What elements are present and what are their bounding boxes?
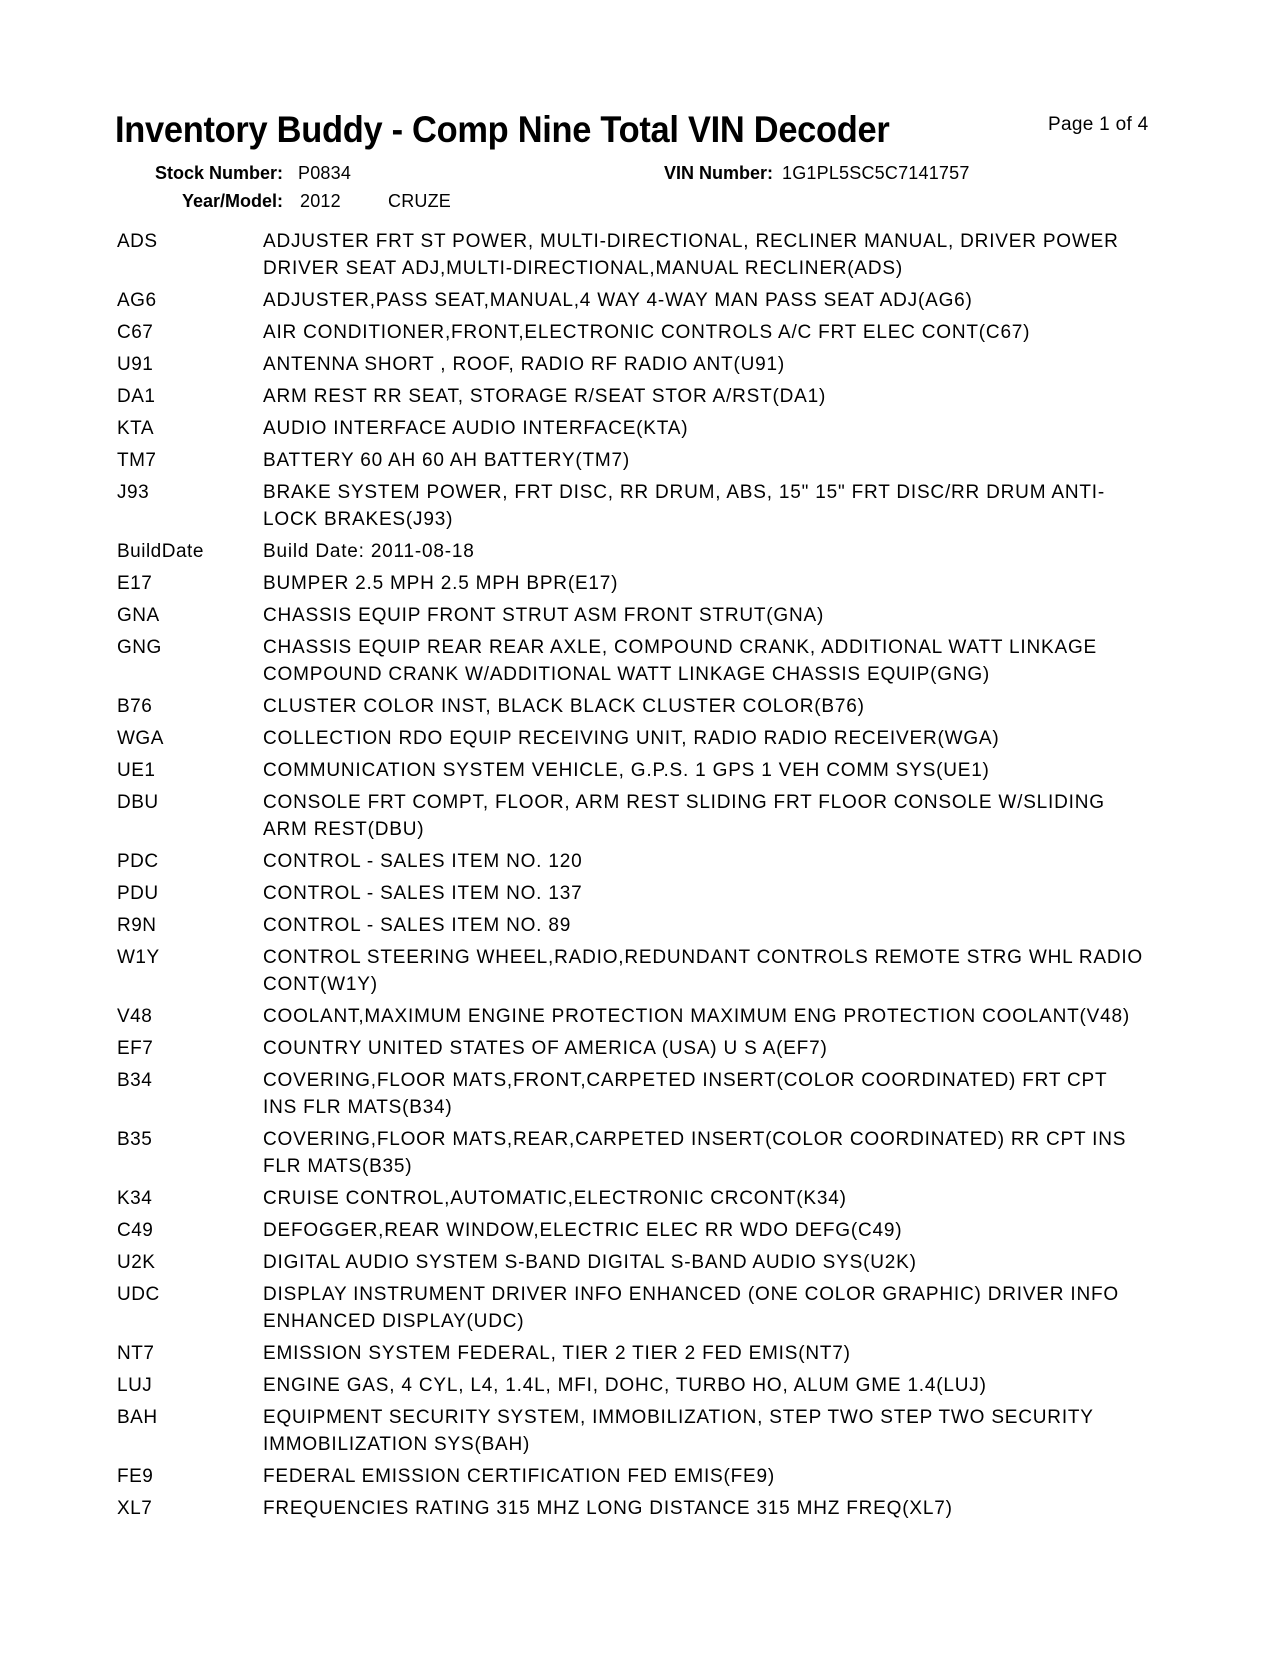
option-description: COLLECTION RDO EQUIP RECEIVING UNIT, RADIO RADIO RECEIVER(WGA): [263, 728, 1000, 749]
option-row: [117, 634, 1147, 688]
option-code: J93: [117, 482, 150, 503]
option-description: ENGINE GAS, 4 CYL, L4, 1.4L, MFI, DOHC, TURBO HO, ALUM GME 1.4(LUJ): [263, 1375, 987, 1396]
page-title: Inventory Buddy - Comp Nine Total VIN Decoder: [115, 109, 890, 150]
option-description: COOLANT,MAXIMUM ENGINE PROTECTION MAXIMUM ENG PROTECTION COOLANT(V48): [263, 1006, 1130, 1027]
option-row: [117, 570, 1147, 597]
option-row: [117, 789, 1147, 843]
option-row: [117, 757, 1147, 784]
option-description: EMISSION SYSTEM FEDERAL, TIER 2 TIER 2 FED EMIS(NT7): [263, 1343, 851, 1364]
option-code: ADS: [117, 231, 158, 252]
option-description: BUMPER 2.5 MPH 2.5 MPH BPR(E17): [263, 573, 619, 594]
option-description: CLUSTER COLOR INST, BLACK BLACK CLUSTER COLOR(B76): [263, 696, 865, 717]
option-description: DIGITAL AUDIO SYSTEM S-BAND DIGITAL S-BAND AUDIO SYS(U2K): [263, 1252, 917, 1273]
option-row: [117, 1067, 1147, 1121]
option-code: UDC: [117, 1284, 160, 1305]
option-row: [117, 228, 1147, 282]
option-description: COVERING,FLOOR MATS,REAR,CARPETED INSERT(COLOR COORDINATED) RR CPT INS FLR MATS(B35): [263, 1129, 1127, 1177]
option-description: BATTERY 60 AH 60 AH BATTERY(TM7): [263, 450, 631, 471]
option-code: B76: [117, 696, 153, 717]
stock-number-label: Stock Number:: [154, 163, 283, 183]
year-model-label: Year/Model:: [181, 191, 283, 211]
option-code: PDU: [117, 883, 159, 904]
option-code: BuildDate: [117, 541, 204, 562]
option-code: B35: [117, 1129, 153, 1150]
option-code: XL7: [117, 1498, 153, 1519]
option-description: COMMUNICATION SYSTEM VEHICLE, G.P.S. 1 GPS 1 VEH COMM SYS(UE1): [263, 760, 990, 781]
option-description: AUDIO INTERFACE AUDIO INTERFACE(KTA): [263, 418, 689, 439]
option-row: [117, 1281, 1147, 1335]
option-description: CONTROL - SALES ITEM NO. 120: [263, 851, 583, 872]
option-row: [117, 538, 1147, 565]
option-description: ARM REST RR SEAT, STORAGE R/SEAT STOR A/RST(DA1): [263, 386, 827, 407]
option-code: K34: [117, 1188, 153, 1209]
option-row: [117, 415, 1147, 442]
option-row: [117, 287, 1147, 314]
option-code: NT7: [117, 1343, 155, 1364]
option-row: [117, 1340, 1147, 1367]
option-description: ANTENNA SHORT , ROOF, RADIO RF RADIO ANT(U91): [263, 354, 785, 375]
option-row: [117, 479, 1147, 533]
option-row: [117, 602, 1147, 629]
option-code: GNG: [117, 637, 162, 658]
option-row: [117, 383, 1147, 410]
option-code: GNA: [117, 605, 160, 626]
options-list: [117, 228, 1147, 1527]
option-code: DA1: [117, 386, 156, 407]
vin-number-label: VIN Number:: [663, 163, 773, 183]
option-description: CONSOLE FRT COMPT, FLOOR, ARM REST SLIDING FRT FLOOR CONSOLE W/SLIDING ARM REST(DBU): [263, 792, 1105, 840]
option-code: B34: [117, 1070, 153, 1091]
option-description: DISPLAY INSTRUMENT DRIVER INFO ENHANCED (ONE COLOR GRAPHIC) DRIVER INFO ENHANCED DISPLAY(UDC): [263, 1284, 1119, 1332]
option-code: LUJ: [117, 1375, 153, 1396]
option-row: [117, 447, 1147, 474]
option-code: TM7: [117, 450, 157, 471]
option-row: [117, 848, 1147, 875]
year-value: 2012: [300, 191, 341, 211]
option-code: W1Y: [117, 947, 160, 968]
option-description: Build Date: 2011-08-18: [263, 541, 475, 562]
option-row: [117, 1185, 1147, 1212]
option-row: [117, 912, 1147, 939]
option-row: [117, 1463, 1147, 1490]
option-description: CHASSIS EQUIP FRONT STRUT ASM FRONT STRUT(GNA): [263, 605, 825, 626]
option-code: U2K: [117, 1252, 156, 1273]
option-row: [117, 1249, 1147, 1276]
option-description: CONTROL STEERING WHEEL,RADIO,REDUNDANT CONTROLS REMOTE STRG WHL RADIO CONT(W1Y): [263, 947, 1144, 995]
stock-number-value: P0834: [298, 163, 352, 183]
option-code: WGA: [117, 728, 164, 749]
option-description: AIR CONDITIONER,FRONT,ELECTRONIC CONTROLS A/C FRT ELEC CONT(C67): [263, 322, 1031, 343]
option-row: [117, 1217, 1147, 1244]
option-code: BAH: [117, 1407, 158, 1428]
option-row: [117, 1035, 1147, 1062]
option-code: KTA: [117, 418, 155, 439]
option-code: R9N: [117, 915, 157, 936]
option-code: FE9: [117, 1466, 154, 1487]
option-description: CHASSIS EQUIP REAR REAR AXLE, COMPOUND CRANK, ADDITIONAL WATT LINKAGE COMPOUND CRANK W/ADDITIONAL WATT LINKAGE CHASSIS EQUIP(GNG): [263, 637, 1098, 685]
option-code: PDC: [117, 851, 159, 872]
option-row: [117, 1126, 1147, 1180]
option-description: CONTROL - SALES ITEM NO. 137: [263, 883, 583, 904]
model-value: CRUZE: [388, 191, 451, 211]
option-description: ADJUSTER FRT ST POWER, MULTI-DIRECTIONAL, RECLINER MANUAL, DRIVER POWER DRIVER SEAT ADJ,MULTI-DIRECTIONAL,MANUAL RECLINER(ADS): [263, 231, 1119, 279]
vin-number-value: 1G1PL5SC5C7141757: [782, 163, 970, 183]
option-row: [117, 880, 1147, 907]
option-code: E17: [117, 573, 153, 594]
option-code: DBU: [117, 792, 159, 813]
option-code: EF7: [117, 1038, 154, 1059]
option-code: U91: [117, 354, 154, 375]
option-row: [117, 351, 1147, 378]
option-description: DEFOGGER,REAR WINDOW,ELECTRIC ELEC RR WDO DEFG(C49): [263, 1220, 903, 1241]
option-description: COUNTRY UNITED STATES OF AMERICA (USA) U S A(EF7): [263, 1038, 828, 1059]
option-description: CRUISE CONTROL,AUTOMATIC,ELECTRONIC CRCONT(K34): [263, 1188, 847, 1209]
option-row: [117, 944, 1147, 998]
option-code: C67: [117, 322, 154, 343]
option-row: [117, 1495, 1147, 1522]
option-row: [117, 725, 1147, 752]
option-description: EQUIPMENT SECURITY SYSTEM, IMMOBILIZATION, STEP TWO STEP TWO SECURITY IMMOBILIZATION SYS(BAH): [263, 1407, 1094, 1455]
option-row: [117, 1372, 1147, 1399]
option-description: FEDERAL EMISSION CERTIFICATION FED EMIS(FE9): [263, 1466, 776, 1487]
option-description: BRAKE SYSTEM POWER, FRT DISC, RR DRUM, ABS, 15" 15" FRT DISC/RR DRUM ANTI-LOCK BRAKES(J93): [263, 482, 1105, 530]
option-description: FREQUENCIES RATING 315 MHZ LONG DISTANCE 315 MHZ FREQ(XL7): [263, 1498, 953, 1519]
page-indicator: Page 1 of 4: [1048, 114, 1149, 135]
option-description: COVERING,FLOOR MATS,FRONT,CARPETED INSERT(COLOR COORDINATED) FRT CPT INS FLR MATS(B34): [263, 1070, 1108, 1118]
option-code: AG6: [117, 290, 157, 311]
option-description: ADJUSTER,PASS SEAT,MANUAL,4 WAY 4-WAY MAN PASS SEAT ADJ(AG6): [263, 290, 973, 311]
option-code: V48: [117, 1006, 153, 1027]
option-row: [117, 1404, 1147, 1458]
option-description: CONTROL - SALES ITEM NO. 89: [263, 915, 572, 936]
option-code: UE1: [117, 760, 156, 781]
option-row: [117, 1003, 1147, 1030]
option-row: [117, 319, 1147, 346]
option-code: C49: [117, 1220, 154, 1241]
option-row: [117, 693, 1147, 720]
